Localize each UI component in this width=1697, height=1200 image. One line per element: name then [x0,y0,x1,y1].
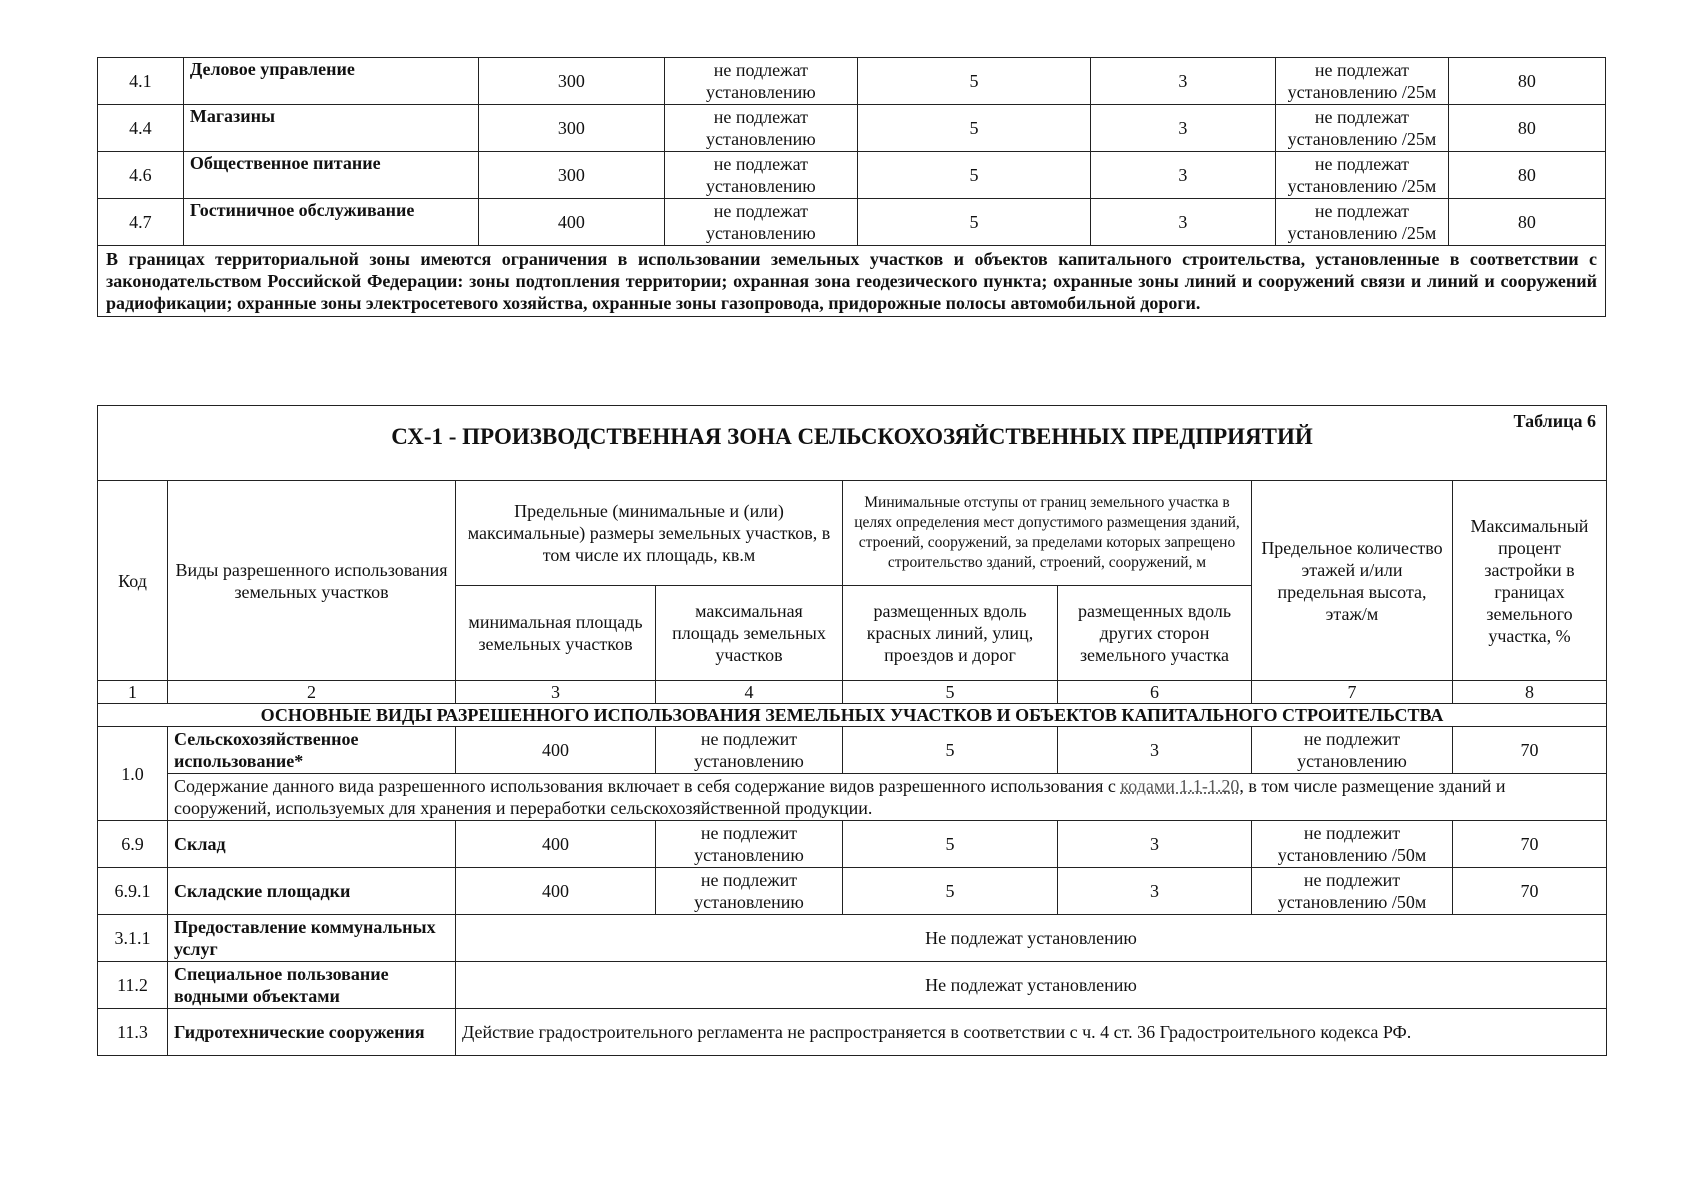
column-number: 7 [1252,681,1453,704]
other-sides-cell: 3 [1090,199,1275,246]
min-area-cell: 400 [479,199,664,246]
header-row [98,481,1607,586]
red-line-cell: 5 [843,868,1058,915]
max-area-cell: не подлежит установлению [656,868,843,915]
column-number: 5 [843,681,1058,704]
use-name-cell: Общественное питание [183,152,478,199]
column-number: 4 [656,681,843,704]
description-row [98,774,1607,821]
table-row [98,199,1606,246]
red-line-cell: 5 [858,105,1090,152]
red-line-cell: 5 [858,199,1090,246]
code-cell: 4.6 [98,152,184,199]
column-number: 8 [1453,681,1607,704]
min-area-cell: 400 [456,868,656,915]
table-number-label: Таблица 6 [1513,411,1596,431]
percent-cell: 70 [1453,727,1607,774]
header-floors: Предельное количество этажей и/или предельная высота, этаж/м [1252,481,1453,681]
header-sizes: Предельные (минимальные и (или) максимальные) размеры земельных участков, в том числе их площадь, кв.м [456,481,843,586]
merged-value-cell: Не подлежат установлению [456,962,1607,1009]
table-row [98,1009,1607,1056]
code-cell: 11.3 [98,1009,168,1056]
min-area-cell: 400 [456,821,656,868]
floors-cell: не подлежит установлению [1252,727,1453,774]
code-cell: 4.4 [98,105,184,152]
column-number-row [98,681,1607,704]
percent-cell: 80 [1448,105,1605,152]
percent-cell: 80 [1448,199,1605,246]
red-line-cell: 5 [843,821,1058,868]
floors-cell: не подлежат установлению /25м [1276,152,1449,199]
code-cell: 6.9.1 [98,868,168,915]
header-red-line: размещенных вдоль красных линий, улиц, проездов и дорог [843,586,1058,681]
floors-cell: не подлежат установлению /25м [1276,58,1449,105]
merged-value-cell: Не подлежат установлению [456,915,1607,962]
floors-cell: не подлежат установлению /25м [1276,199,1449,246]
max-area-cell: не подлежат установлению [664,105,858,152]
header-code: Код [98,481,168,681]
percent-cell: 80 [1448,152,1605,199]
table-title: СХ-1 - ПРОИЗВОДСТВЕННАЯ ЗОНА СЕЛЬСКОХОЗЯЙСТВЕННЫХ ПРЕДПРИЯТИЙ [391,424,1313,449]
other-sides-cell: 3 [1090,105,1275,152]
red-line-cell: 5 [858,152,1090,199]
max-area-cell: не подлежит установлению [656,821,843,868]
min-area-cell: 300 [479,152,664,199]
previous-zone-table [97,57,1606,317]
floors-cell: не подлежит установлению /50м [1252,821,1453,868]
table-row [98,962,1607,1009]
use-name-cell: Гостиничное обслуживание [183,199,478,246]
codes-link[interactable]: кодами 1.1-1.20 [1120,776,1240,796]
use-name-cell: Магазины [183,105,478,152]
percent-cell: 70 [1453,821,1607,868]
header-other-sides: размещенных вдоль других сторон земельного участка [1058,586,1252,681]
other-sides-cell: 3 [1058,868,1252,915]
merged-value-cell: Действие градостроительного регламента не распространяется в соответствии с ч. 4 ст. 36 Градостроительного кодекса РФ. [456,1009,1607,1056]
table-row [98,105,1606,152]
header-max-area: максимальная площадь земельных участков [656,586,843,681]
max-area-cell: не подлежат установлению [664,199,858,246]
section-row [98,704,1607,727]
column-number: 6 [1058,681,1252,704]
restrictions-note: В границах территориальной зоны имеются ограничения в использовании земельных участков и объектов капитального строительства, установленные в соответствии с законодательством Российской Федерации: зоны подтопления территории; охранная зона геодезического пункта; охранные зоны линий и сооружений связи и линий и сооружений радиофикации; охранные зоны электросетевого хозяйства, охранные зоны газопровода, придорожные полосы автомобильной дороги. [98,246,1606,317]
table-row [98,821,1607,868]
min-area-cell: 300 [479,58,664,105]
red-line-cell: 5 [843,727,1058,774]
use-name-cell: Гидротехнические сооружения [168,1009,456,1056]
max-area-cell: не подлежат установлению [664,152,858,199]
use-name-cell: Специальное пользование водными объектами [168,962,456,1009]
other-sides-cell: 3 [1058,821,1252,868]
code-cell: 3.1.1 [98,915,168,962]
floors-cell: не подлежит установлению /50м [1252,868,1453,915]
header-min-area: минимальная площадь земельных участков [456,586,656,681]
use-name-cell: Складские площадки [168,868,456,915]
restrictions-row [98,246,1606,317]
header-use: Виды разрешенного использования земельных участков [168,481,456,681]
use-name-cell: Склад [168,821,456,868]
code-cell: 1.0 [98,727,168,821]
use-name-cell: Предоставление коммунальных услуг [168,915,456,962]
other-sides-cell: 3 [1090,58,1275,105]
header-indents: Минимальные отступы от границ земельного участка в целях определения мест допустимого размещения зданий, строений, сооружений, за пределами которых запрещено строительство зданий, строений, сооружений, м [843,481,1252,586]
table-caption-row [98,406,1607,481]
percent-cell: 70 [1453,868,1607,915]
code-cell: 11.2 [98,962,168,1009]
header-percent: Максимальный процент застройки в границах земельного участка, % [1453,481,1607,681]
table-row [98,915,1607,962]
table-6 [97,405,1607,1056]
table-row [98,152,1606,199]
code-cell: 4.1 [98,58,184,105]
use-name-cell: Сельскохозяйственное использование* [168,727,456,774]
code-cell: 4.7 [98,199,184,246]
min-area-cell: 300 [479,105,664,152]
section-heading: ОСНОВНЫЕ ВИДЫ РАЗРЕШЕННОГО ИСПОЛЬЗОВАНИЯ ЗЕМЕЛЬНЫХ УЧАСТКОВ И ОБЪЕКТОВ КАПИТАЛЬНОГО СТРОИТЕЛЬСТВА [98,704,1607,727]
min-area-cell: 400 [456,727,656,774]
floors-cell: не подлежат установлению /25м [1276,105,1449,152]
use-description [168,774,1607,821]
other-sides-cell: 3 [1058,727,1252,774]
red-line-cell: 5 [858,58,1090,105]
table-row [98,868,1607,915]
column-number: 1 [98,681,168,704]
max-area-cell: не подлежит установлению [656,727,843,774]
table-row [98,58,1606,105]
description-text: , в том числе размещение зданий и сооружений, используемых для хранения и переработки сельскохозяйственной продукции. [174,776,1506,818]
use-name-cell: Деловое управление [183,58,478,105]
description-text: Содержание данного вида разрешенного использования включает в себя содержание видов разрешенного использования с [174,776,1121,796]
column-number: 2 [168,681,456,704]
table-caption [98,406,1607,481]
other-sides-cell: 3 [1090,152,1275,199]
percent-cell: 80 [1448,58,1605,105]
code-cell: 6.9 [98,821,168,868]
table-row [98,727,1607,774]
max-area-cell: не подлежат установлению [664,58,858,105]
column-number: 3 [456,681,656,704]
